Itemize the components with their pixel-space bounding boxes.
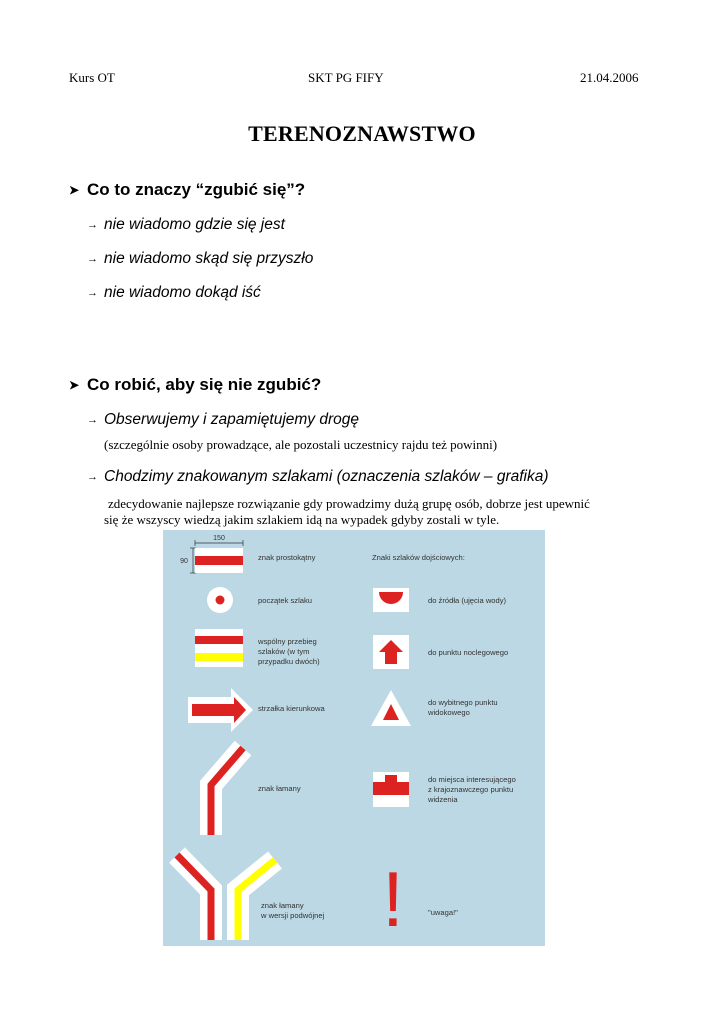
- rectangular-sign-icon: [195, 548, 243, 573]
- label-direction-arrow: strzałka kierunkowa: [258, 704, 325, 713]
- label-trail-start: początek szlaku: [258, 596, 313, 605]
- dimension-height: 90: [180, 558, 188, 565]
- label-water-source: do źródła (ujęcia wody): [428, 596, 507, 605]
- bent-double-sign-icon: [177, 855, 275, 940]
- label-bent-double-sign: znak łamany w wersji podwójnej: [261, 901, 325, 920]
- trail-signs-svg: [163, 530, 545, 946]
- header-center: SKT PG FIFY: [308, 70, 384, 85]
- answer-item: [87, 468, 549, 486]
- question-2-text: Co robić, aby się nie zgubić?: [87, 375, 322, 394]
- attraction-sign-icon: [373, 772, 409, 807]
- direction-arrow-icon: [188, 688, 253, 732]
- answer-text: Chodzimy znakowanym szlakami (oznaczenia szlaków – grafika): [104, 468, 549, 485]
- answer-item: [87, 411, 359, 429]
- answer-item: [87, 216, 285, 234]
- shelter-sign-icon: [373, 635, 409, 669]
- header-date: 21.04.2006: [580, 70, 639, 85]
- dimension-width: 150: [213, 535, 225, 542]
- label-shelter: do punktu noclegowego: [428, 648, 509, 657]
- arrow-right-icon: →: [87, 219, 98, 231]
- bullet-arrowhead-icon: ➤: [69, 378, 80, 392]
- arrow-right-icon: →: [87, 471, 98, 483]
- arrow-right-icon: →: [87, 253, 98, 265]
- trail-start-icon: [207, 587, 233, 613]
- answer-text: nie wiadomo gdzie się jest: [104, 216, 285, 233]
- note-text: się że wszyscy wiedzą jakim szlakiem idą na wypadek gdyby zostali w tyle.: [104, 512, 500, 527]
- label-bent-sign: znak łamany: [258, 784, 301, 793]
- water-source-sign-icon: [373, 588, 409, 612]
- label-viewpoint: do wybitnego punktu widokowego: [428, 698, 498, 717]
- question-2: [69, 375, 321, 395]
- trail-signs-graphic: [163, 530, 545, 946]
- label-rectangular-sign: znak prostokątny: [258, 553, 316, 562]
- bent-sign-icon: [211, 748, 243, 835]
- note-text: (szczególnie osoby prowadzące, ale pozostali uczestnicy rajdu też powinni): [104, 437, 498, 452]
- page-title: TERENOZNAWSTWO: [248, 121, 476, 146]
- label-heading-access-trails: Znaki szlaków dojściowych:: [372, 553, 465, 562]
- question-1: [69, 180, 305, 200]
- viewpoint-sign-icon: [371, 690, 411, 726]
- note-text: zdecydowanie najlepsze rozwiązanie gdy prowadzimy dużą grupę osób, dobrze jest upewnić: [108, 496, 590, 511]
- answer-item: [87, 250, 313, 268]
- answer-text: Obserwujemy i zapamiętujemy drogę: [104, 411, 359, 428]
- label-warning: "uwaga!": [428, 908, 458, 917]
- exclamation-icon: !: [382, 855, 404, 943]
- answer-item: [87, 284, 261, 302]
- arrow-right-icon: →: [87, 414, 98, 426]
- common-trail-sign-icon: [195, 629, 243, 667]
- arrow-right-icon: →: [87, 287, 98, 299]
- header-left: Kurs OT: [69, 70, 115, 85]
- bullet-arrowhead-icon: ➤: [69, 183, 80, 197]
- answer-text: nie wiadomo skąd się przyszło: [104, 250, 314, 267]
- label-attraction: do miejsca interesującego z krajoznawczego punktu widzenia: [428, 775, 516, 804]
- answer-text: nie wiadomo dokąd iść: [104, 284, 261, 301]
- question-1-text: Co to znaczy “zgubić się”?: [87, 180, 306, 199]
- label-common-trail: wspólny przebieg szlaków (w tym przypadku dwóch): [258, 637, 320, 666]
